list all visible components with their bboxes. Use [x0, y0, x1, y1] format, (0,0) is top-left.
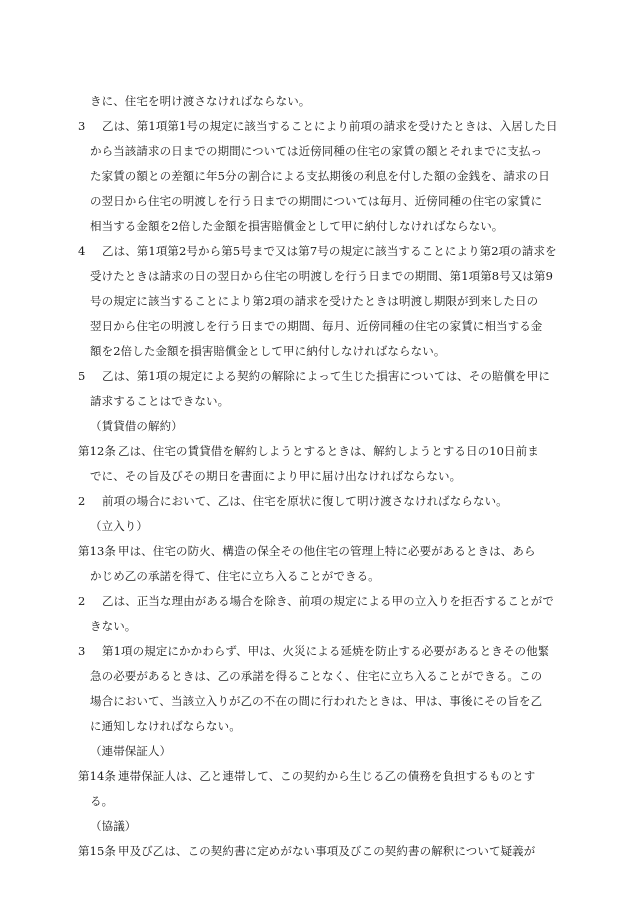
item-number: 3 [78, 119, 86, 133]
line-text: 前項の場合において、乙は、住宅を原状に復して明け渡さなければならない。 [102, 494, 508, 508]
item-number: 3 [78, 644, 86, 658]
article-caption [78, 739, 558, 764]
line-text: でに、その旨及びその期日を書面により甲に届け出なければならない。 [90, 469, 462, 483]
article-number: 第15条 [78, 844, 117, 858]
article-line [78, 764, 558, 789]
body-line [78, 289, 558, 314]
body-line [78, 314, 558, 339]
line-text: る。 [90, 794, 114, 808]
line-text: 額を2倍した金額を損害賠償金として甲に納付しなければならない。 [90, 344, 446, 358]
body-line [78, 389, 558, 414]
body-line [78, 714, 558, 739]
document-body [78, 89, 558, 864]
paragraph-item [78, 489, 558, 514]
caption-text: （立入り） [90, 519, 148, 533]
body-line [78, 264, 558, 289]
line-text: 乙は、正当な理由がある場合を除き、前項の規定による甲の立入りを拒否することがで [102, 594, 554, 608]
line-text: 乙は、住宅の賃貸借を解約しようとするときは、解約しようとする日の10日前ま [118, 444, 539, 458]
item-number: 4 [78, 244, 86, 258]
body-line [78, 614, 558, 639]
article-number: 第14条 [78, 769, 117, 783]
line-text: 請求することはできない。 [90, 394, 230, 408]
body-line [78, 564, 558, 589]
article-line [78, 539, 558, 564]
line-text: 連帯保証人は、乙と連帯して、この契約から生じる乙の債務を負担するものとす [118, 769, 536, 783]
line-text: 乙は、第1項の規定による契約の解除によって生じた損害については、その賠償を甲に [102, 369, 550, 383]
body-line [78, 164, 558, 189]
paragraph-item [78, 114, 558, 139]
article-line [78, 839, 558, 864]
body-line [78, 464, 558, 489]
paragraph-item [78, 364, 558, 389]
body-line [78, 789, 558, 814]
line-text: 場合において、当該立入りが乙の不在の間に行われたときは、甲は、事後にその旨を乙 [90, 694, 543, 708]
caption-text: （連帯保証人） [90, 744, 172, 758]
line-text: 急の必要があるときは、乙の承諾を得ることなく、住宅に立ち入ることができる。この [90, 669, 543, 683]
line-text: 号の規定に該当することにより第2項の請求を受けたときは明渡し期限が到来した日の [90, 294, 539, 308]
body-line [78, 189, 558, 214]
line-text: きない。 [90, 619, 137, 633]
line-text: 甲及び乙は、この契約書に定めがない事項及びこの契約書の解釈について疑義が [118, 844, 536, 858]
line-text: 相当する金額を2倍した金額を損害賠償金として甲に納付しなければならない。 [90, 219, 504, 233]
line-text: きに、住宅を明け渡さなければならない。 [90, 94, 311, 108]
caption-text: （協議） [90, 819, 137, 833]
item-number: 2 [78, 594, 86, 608]
item-number: 2 [78, 494, 86, 508]
line-text: 乙は、第1項第1号の規定に該当することにより前項の請求を受けたときは、入居した日 [102, 119, 558, 133]
paragraph-item [78, 639, 558, 664]
line-text: から当該請求の日までの期間については近傍同種の住宅の家賃の額とそれまでに支払っ [90, 144, 543, 158]
article-line [78, 439, 558, 464]
line-text: 乙は、第1項第2号から第5号まで又は第7号の規定に該当することにより第2項の請求を [102, 244, 557, 258]
line-text: 甲は、住宅の防火、構造の保全その他住宅の管理上特に必要があるときは、あら [118, 544, 536, 558]
body-line [78, 139, 558, 164]
article-number: 第13条 [78, 544, 117, 558]
line-text: の翌日から住宅の明渡しを行う日までの期間については毎月、近傍同種の住宅の家賃に [90, 194, 543, 208]
paragraph-item [78, 589, 558, 614]
body-line [78, 214, 558, 239]
paragraph-item [78, 239, 558, 264]
body-line [78, 89, 558, 114]
article-caption [78, 814, 558, 839]
line-text: 第1項の規定にかかわらず、甲は、火災による延焼を防止する必要があるときその他緊 [102, 644, 550, 658]
line-text: 翌日から住宅の明渡しを行う日までの期間、毎月、近傍同種の住宅の家賃に相当する金 [90, 319, 543, 333]
article-number: 第12条 [78, 444, 117, 458]
line-text: に通知しなければならない。 [90, 719, 241, 733]
line-text: た家賃の額との差額に年5分の割合による支払期後の利息を付した額の金銭を、請求の日 [90, 169, 550, 183]
article-caption [78, 414, 558, 439]
caption-text: （賃貸借の解約） [90, 419, 183, 433]
article-caption [78, 514, 558, 539]
item-number: 5 [78, 369, 86, 383]
body-line [78, 339, 558, 364]
body-line [78, 664, 558, 689]
body-line [78, 689, 558, 714]
line-text: かじめ乙の承諾を得て、住宅に立ち入ることができる。 [90, 569, 380, 583]
line-text: 受けたときは請求の日の翌日から住宅の明渡しを行う日までの期間、第1項第8号又は第9 [90, 269, 554, 283]
